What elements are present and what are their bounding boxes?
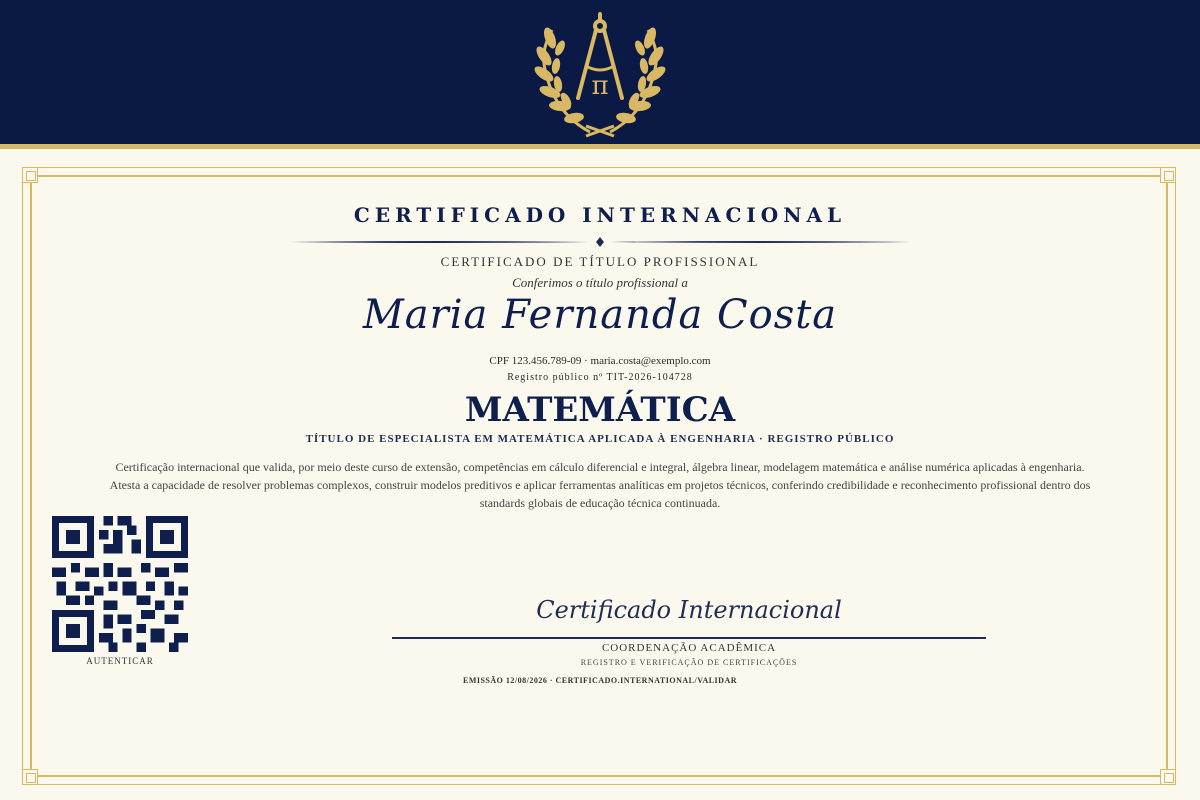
qr-code[interactable] <box>52 516 188 652</box>
signature-department: REGISTRO E VERIFICAÇÃO DE CERTIFICAÇÕES <box>580 658 798 667</box>
certificate-title: CERTIFICADO INTERNACIONAL <box>353 203 847 227</box>
signature-role: COORDENAÇÃO ACADÊMICA <box>601 642 777 654</box>
discipline-subtitle: TÍTULO DE ESPECIALISTA EM MATEMÁTICA APLICADA À ENGENHARIA · REGISTRO PÚBLICO <box>305 433 895 445</box>
discipline-title: MATEMÁTICA <box>464 390 736 430</box>
laurel-compass-emblem-icon <box>530 8 670 140</box>
emission-footer: EMISSÃO 12/08/2026 · CERTIFICADO.INTERNATIONAL/VALIDAR <box>462 676 737 685</box>
signature-line <box>392 637 986 639</box>
title-divider <box>290 236 910 248</box>
corner-ornament <box>1160 769 1176 785</box>
certificate-description: Certificação internacional que valida, por meio deste curso de extensão, competências em cálculo diferencial e integral, álgebra linear, modelagem matemática e análise numérica aplicadas à engenharia. Atesta a capacidade de resolver problemas complexos, construir modelos preditivos e aplicar ferramentas analíticas em projetos técnicos, conferindo credibilidade e reconhecimento profissional dentro dos standards globais de educação técnica continuada. <box>109 460 1091 510</box>
corner-ornament <box>22 769 38 785</box>
signature-script: Certificado Internacional <box>536 596 842 624</box>
diamond-icon <box>596 237 604 247</box>
certificate-subtitle: CERTIFICADO DE TÍTULO PROFISSIONAL <box>440 254 760 269</box>
registry-number: Registro público nº TIT-2026-104728 <box>507 372 693 383</box>
recipient-name: Maria Fernanda Costa <box>362 292 838 338</box>
header-gold-rule <box>0 144 1200 149</box>
intro-text: Conferimos o título profissional a <box>512 275 688 290</box>
pi-symbol: π <box>591 71 609 101</box>
corner-ornament <box>22 167 38 183</box>
corner-ornament <box>1160 167 1176 183</box>
qr-label: AUTENTICAR <box>86 656 154 666</box>
recipient-info: CPF 123.456.789-09 · maria.costa@exemplo.com <box>489 355 711 367</box>
